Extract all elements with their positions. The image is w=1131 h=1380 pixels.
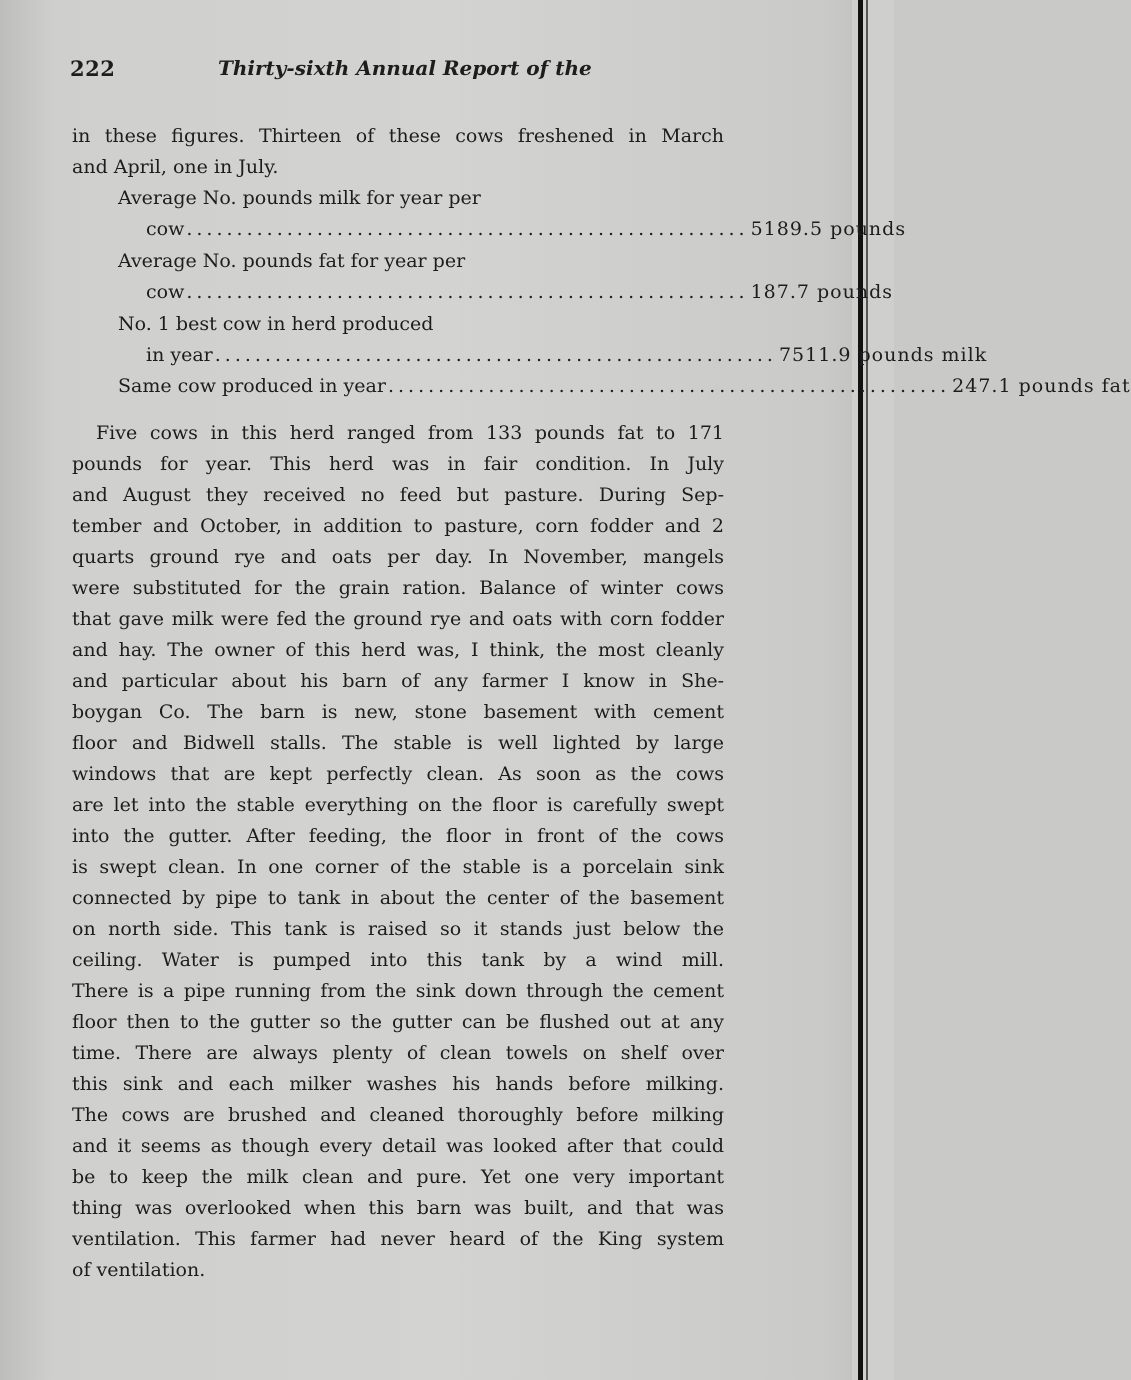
intro-line-2: and April, one in July. (72, 156, 279, 178)
spine-edge-line (858, 0, 863, 1380)
herd-statistics (118, 183, 1131, 403)
body-line: Five cows in this herd ranged from 133 pounds fat to 171 (96, 422, 724, 444)
body-line: and August they received no feed but pasture. During Sep- (72, 484, 724, 506)
leader-dots: ........................................................ (214, 343, 777, 366)
milk-row (118, 214, 907, 245)
spine-edge-line-thin (866, 0, 868, 1380)
body-paragraph (72, 418, 724, 1286)
milk-value: 5189.5 pounds (750, 218, 907, 241)
page-header (70, 56, 730, 92)
body-line: floor and Bidwell stalls. The stable is well lighted by large (72, 732, 724, 754)
intro-line-1: in these figures. Thirteen of these cows freshened in March (72, 125, 724, 147)
best-cow-label-cont: in year (146, 343, 213, 366)
leader-dots: ........................................................ (387, 375, 951, 398)
fat-label: Average No. pounds fat for year per (118, 249, 466, 272)
body-line: is swept clean. In one corner of the stable is a porcelain sink (72, 856, 724, 878)
same-cow-row (118, 371, 1131, 402)
fat-row (118, 277, 893, 308)
intro-paragraph (72, 121, 724, 183)
body-line: and hay. The owner of this herd was, I think, the most cleanly (72, 639, 724, 661)
leader-dots: ........................................................ (186, 218, 749, 241)
best-cow-row (118, 340, 988, 371)
body-line: thing was overlooked when this barn was built, and that was (72, 1197, 724, 1219)
leader-dots: ........................................................ (186, 281, 749, 304)
body-line: are let into the stable everything on the floor is carefully swept (72, 794, 724, 816)
body-line: pounds for year. This herd was in fair condition. In July (72, 453, 724, 475)
page-number: 222 (70, 56, 116, 81)
body-line: quarts ground rye and oats per day. In November, mangels (72, 546, 724, 568)
body-line: on north side. This tank is raised so it stands just below the (72, 918, 724, 940)
body-line: were substituted for the grain ration. Balance of winter cows (72, 577, 724, 599)
fat-value: 187.7 pounds (750, 281, 893, 304)
best-cow-label: No. 1 best cow in herd produced (118, 312, 434, 335)
body-line: floor then to the gutter so the gutter can be flushed out at any (72, 1011, 724, 1033)
body-line: and particular about his barn of any farmer I know in She- (72, 670, 724, 692)
milk-label-cont: cow (146, 218, 185, 241)
body-line: windows that are kept perfectly clean. As soon as the cows (72, 763, 724, 785)
best-cow-value: 7511.9 pounds milk (778, 343, 988, 366)
fat-label-cont: cow (146, 281, 185, 304)
running-title: Thirty-sixth Annual Report of the (218, 56, 592, 80)
body-line: boygan Co. The barn is new, stone basement with cement (72, 701, 724, 723)
body-line: ceiling. Water is pumped into this tank by a wind mill. (72, 949, 724, 971)
body-line: ventilation. This farmer had never heard of the King system (72, 1228, 724, 1250)
body-line: connected by pipe to tank in about the center of the basement (72, 887, 724, 909)
body-line: into the gutter. After feeding, the floor in front of the cows (72, 825, 724, 847)
body-line: be to keep the milk clean and pure. Yet one very important (72, 1166, 724, 1188)
body-line: There is a pipe running from the sink down through the cement (72, 980, 724, 1002)
same-cow-label: Same cow produced in year (118, 375, 386, 398)
body-line: The cows are brushed and cleaned thoroughly before milking (72, 1104, 724, 1126)
body-last-line: of ventilation. (72, 1259, 206, 1281)
body-line: this sink and each milker washes his hands before milking. (72, 1073, 724, 1095)
same-cow-value: 247.1 pounds fat (952, 375, 1131, 398)
body-line: that gave milk were fed the ground rye and oats with corn fodder (72, 608, 724, 630)
milk-label: Average No. pounds milk for year per (118, 187, 481, 209)
body-line: and it seems as though every detail was looked after that could (72, 1135, 724, 1157)
body-line: tember and October, in addition to pasture, corn fodder and 2 (72, 515, 724, 537)
body-line: time. There are always plenty of clean towels on shelf over (72, 1042, 724, 1064)
